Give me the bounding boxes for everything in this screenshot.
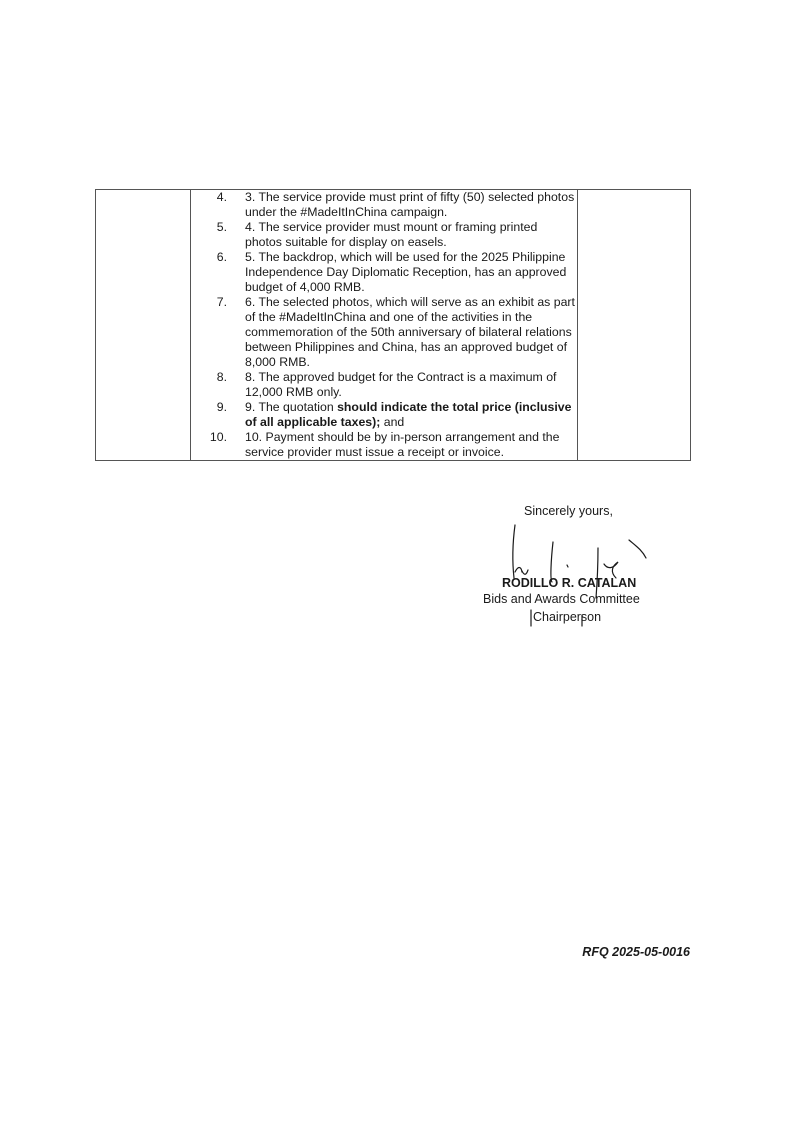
table-cell-right	[578, 190, 691, 461]
list-item-text: 4. The service provider must mount or framing printed photos suitable for display on easels.	[245, 220, 538, 249]
list-item-number: 4.	[216, 190, 227, 204]
list-item	[191, 190, 577, 220]
list-item-text: 9. The quotation	[245, 400, 338, 414]
list-item-text: 6. The selected photos, which will serve as an exhibit as part of the #MadeItInChina and one of the activities in the commemoration of the 50th anniversary of bilateral relations between Philippines and China, has an approved budget of 8,000 RMB.	[245, 295, 575, 369]
signatory-name: RODILLO R. CATALAN	[502, 576, 637, 590]
signatory-title: Bids and Awards Committee	[483, 592, 640, 606]
requirements-table	[95, 189, 691, 461]
list-item	[191, 430, 577, 460]
list-item-number: 8.	[216, 370, 227, 384]
requirements-list	[191, 190, 577, 460]
table-cell-requirements	[191, 190, 578, 461]
list-item-emphasis: should indicate the total price (inclusive of all applicable taxes);	[245, 400, 572, 429]
list-item-text: 5. The backdrop, which will be used for the 2025 Philippine Independence Day Diplomatic Reception, has an approved budget of 4,000 RMB.	[245, 250, 567, 294]
list-item-text: 10. Payment should be by in-person arrangement and the service provider must issue a receipt or invoice.	[245, 430, 560, 459]
list-item-number: 7.	[216, 295, 227, 309]
list-item-number: 10.	[209, 430, 227, 444]
list-item	[191, 220, 577, 250]
list-item	[191, 370, 577, 400]
table-row	[96, 190, 691, 461]
document-reference: RFQ 2025-05-0016	[582, 945, 690, 959]
list-item	[191, 400, 577, 430]
list-item-text: 3. The service provide must print of fifty (50) selected photos under the #MadeItInChina campaign.	[245, 190, 575, 219]
list-item-number: 6.	[216, 250, 227, 264]
closing-text: Sincerely yours,	[524, 504, 613, 518]
list-item-text: 8. The approved budget for the Contract is a maximum of 12,000 RMB only.	[245, 370, 557, 399]
list-item-text-end: and	[380, 415, 405, 429]
signatory-role: Chairperson	[533, 610, 602, 624]
list-item-number: 9.	[216, 400, 227, 414]
table-cell-left	[96, 190, 191, 461]
list-item	[191, 295, 577, 370]
list-item-number: 5.	[216, 220, 227, 234]
list-item	[191, 250, 577, 295]
